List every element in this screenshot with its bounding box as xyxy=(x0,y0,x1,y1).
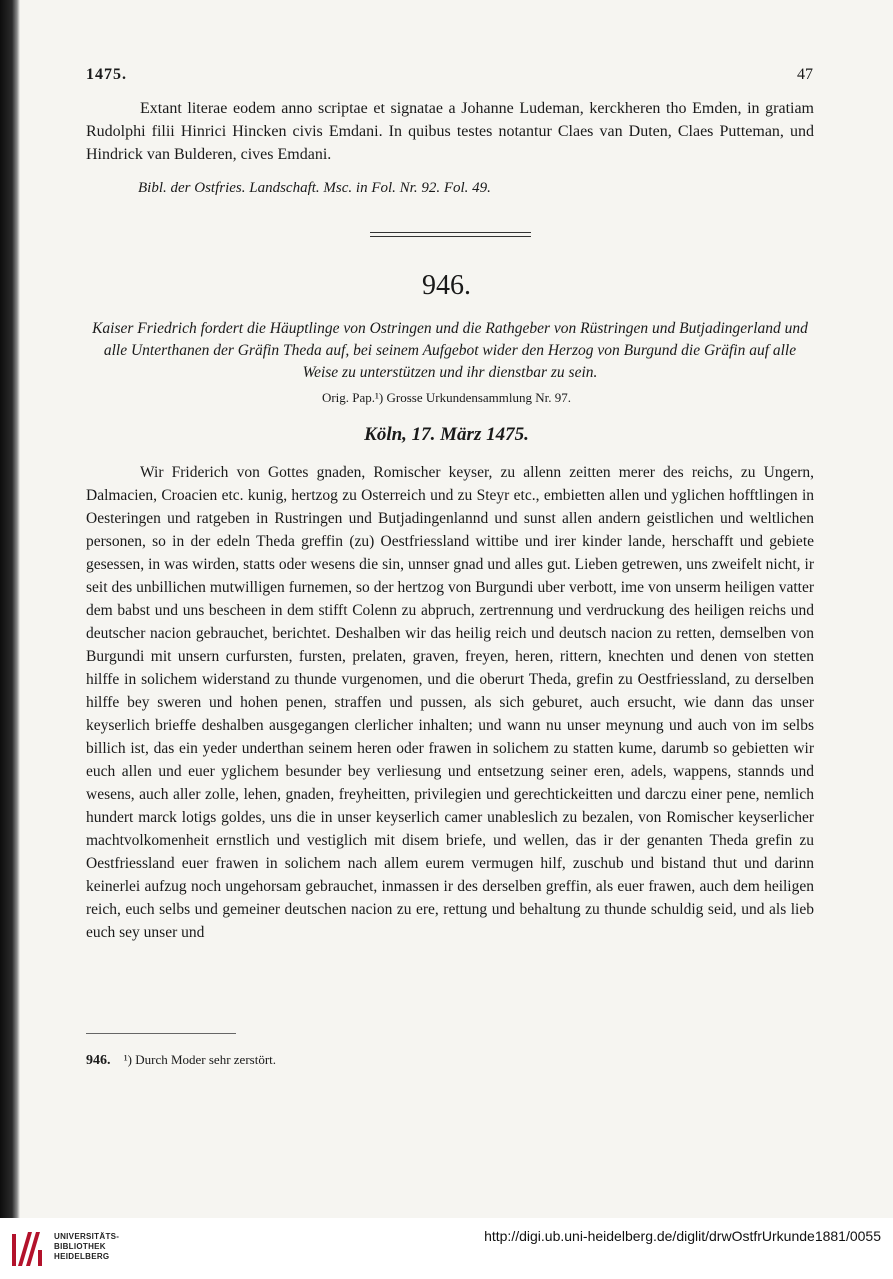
body-paragraph: Wir Friderich von Gottes gnaden, Romischer keyser, zu allenn zeitten merer des reichs, zu Ungern, Dalmacien, Croacien etc. kunig, hertzog zu Osterreich und zu Steyr etc., embietten allen und yglichen hofftlingen in Oesteringen und ratgeben in Rustringen und Butjadingenlannd und sunst allen andern geistlichen und weltlichen personen, so in der edeln Theda greffin (zu) Oestfriessland wittibe und irer kinder lande, herschafft und gebiete gesessen, in was wirden, statts oder wesens die sin, unnser gnad und alles gut. Lieben getrewen, uns zweifelt nicht, ir seit des unbillichen mutwilligen furnemen, so der hertzog von Burgundi uber verbott, ime von unserm heiligen vatter dem babst und uns bescheen in dem stifft Colenn zu abpruch, zertrennung und verdruckung des heiligen reichs und deutscher nacion gebrauchet, berichtet. Deshalben wir das heilig reich und deutsch nacion zu retten, demselben von Burgundi mit unsern curfursten, fursten, prelaten, graven, freyen, heren, rittern, knechten und denen von stetten hilffe in solichem widerstand zu thunde vurgenomen, und die oberurt Theda, grefin zu Oestfriessland, zu derselben hilffe bey sweren und hohen penen, straffen und pussen, als sich geburet, auch ersucht, wie dann das unser keyserlich brieffe deshalben ausgegangen clerlicher inhalten; und wann nu unser meynung und auch von im selbs billich ist, das ein yeder underthan seinem heren oder frawen in solichem zu statten kume, darumb so gebietten wir euch allen und euer yglichem besunder bey verliesung und entsetzung seiner eren, adels, wappens, stannds und wesens, auch aller zolle, lehen, gnaden, freyheitten, privilegien und gerechtickeitten und darczu einer pene, nemlich hundert marck lotigs goldes, uns die in unser keyserlich camer unableslich zu bezalen, von Romischer keyserlicher machtvolkomenheit ernstlich und vestiglich mit disem briefe, und wellen, das ir der genanten Theda grefin zu Oestfriessland euer frawen in solichem nach allem eurem vermugen hilf, zuschub und bistand thut und darinn keinerlei aufzug noch ungehorsam gebrauchet, inmassen ir des derselben greffin, als euer frawen, auch dem heiligen reich, euch selbs und gemeiner deutschen nacion zu ere, rettung und behaltung zu thunde schuldig seid, und als lieb euch sey unser und xyxy=(86,464,814,941)
footnote-text: ¹) Durch Moder sehr zerstört. xyxy=(123,1052,277,1067)
prelude-text: Extant literae eodem anno scriptae et signatae a Johanne Ludeman, kerckheren tho Emden, in gratiam Rudolphi filii Hinrici Hincken civis Emdani. In quibus testes notantur Claes van Duten, Claes Putteman, und Hindrick van Bulderen, cives Emdani. xyxy=(86,100,814,163)
prelude-source: Bibl. der Ostfries. Landschaft. Msc. in Fol. Nr. 92. Fol. 49. xyxy=(138,180,491,196)
logo-line-3: HEIDELBERG xyxy=(54,1252,110,1261)
section-divider xyxy=(370,232,531,237)
permalink-url[interactable]: http://digi.ub.uni-heidelberg.de/diglit/drwOstfrUrkunde1881/0055 xyxy=(484,1228,881,1244)
document-number: 946. xyxy=(422,270,471,301)
page-binding-edge xyxy=(0,0,20,1218)
university-library-logo-icon xyxy=(10,1228,46,1270)
footnote-number: 946. xyxy=(86,1053,111,1068)
library-logo-text xyxy=(54,1232,119,1262)
document-body xyxy=(86,461,814,944)
logo-line-2: BIBLIOTHEK xyxy=(54,1242,106,1251)
logo-line-1: UNIVERSITÄTS- xyxy=(54,1232,120,1241)
footnote xyxy=(86,1052,276,1069)
dateline: Köln, 17. März 1475. xyxy=(364,424,529,445)
page-number: 47 xyxy=(797,66,813,83)
viewer-footer xyxy=(0,1218,893,1279)
header-year: 1475. xyxy=(86,66,127,83)
original-source-note: Orig. Pap.¹) Grosse Urkundensammlung Nr. 97. xyxy=(321,390,572,405)
prelude-note xyxy=(86,97,814,166)
document-summary: Kaiser Friedrich fordert die Häuptlinge von Ostringen und die Rathgeber von Rüstringen und Butjadingerland und alle Unterthanen der Gräfin Theda auf, bei seinem Aufgebot wider den Herzog von Burgund die Gräfin auf alle Weise zu unterstützen und ihr dienstbar zu sein. xyxy=(92,320,808,381)
footnote-divider xyxy=(86,1033,236,1034)
running-header xyxy=(86,66,813,88)
